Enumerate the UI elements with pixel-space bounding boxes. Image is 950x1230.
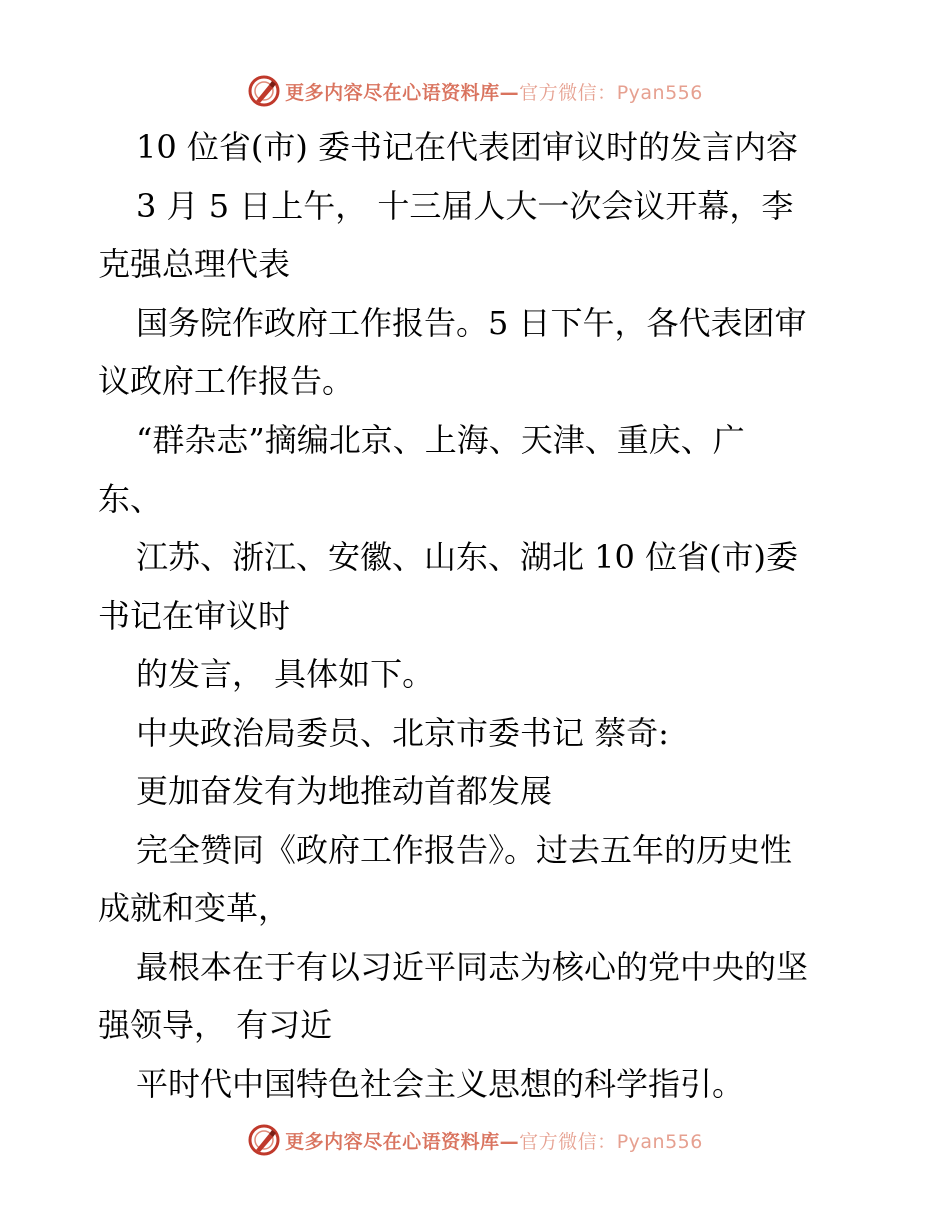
pen-nib-logo-icon [247,74,281,108]
paragraph-line: 最根本在于有以习近平同志为核心的党中央的坚 [136,948,809,986]
paragraph-line: 成就和变革， [98,889,291,927]
paragraph-line: 3 月 5 日上午， 十三届人大一次会议开幕，李 [136,187,794,225]
speech-title: 更加奋发有为地推动首都发展 [136,772,553,810]
paragraph-line: 国务院作政府工作报告。5 日下午，各代表团审 [136,304,807,342]
paragraph-line: 议政府工作报告。 [98,362,355,400]
pen-nib-logo-icon [247,1123,281,1157]
paragraph-line: “群杂志”摘编北京、上海、天津、重庆、广 [136,421,745,459]
banner-text: 更多内容尽在心语资料库—官方微信：Pyan556 [285,1130,703,1153]
document-title: 10 位省(市) 委书记在代表团审议时的发言内容 [136,128,799,166]
paragraph-line: 书记在审议时 [98,597,291,635]
paragraph-line: 东、 [98,480,163,518]
paragraph-line: 强领导， 有习近 [98,1006,333,1044]
footer-banner [0,1120,950,1160]
paragraph-line: 平时代中国特色社会主义思想的科学指引。 [136,1065,745,1103]
speaker-heading: 中央政治局委员、北京市委书记 蔡奇: [136,714,669,752]
paragraph-line: 江苏、浙江、安徽、山东、湖北 10 位省(市)委 [136,538,799,576]
paragraph-line: 克强总理代表 [98,245,291,283]
header-banner [0,71,950,111]
banner-text: 更多内容尽在心语资料库—官方微信：Pyan556 [285,81,703,104]
paragraph-line: 完全赞同《政府工作报告》。过去五年的历史性 [136,831,793,869]
paragraph-line: 的发言， 具体如下。 [136,655,435,693]
